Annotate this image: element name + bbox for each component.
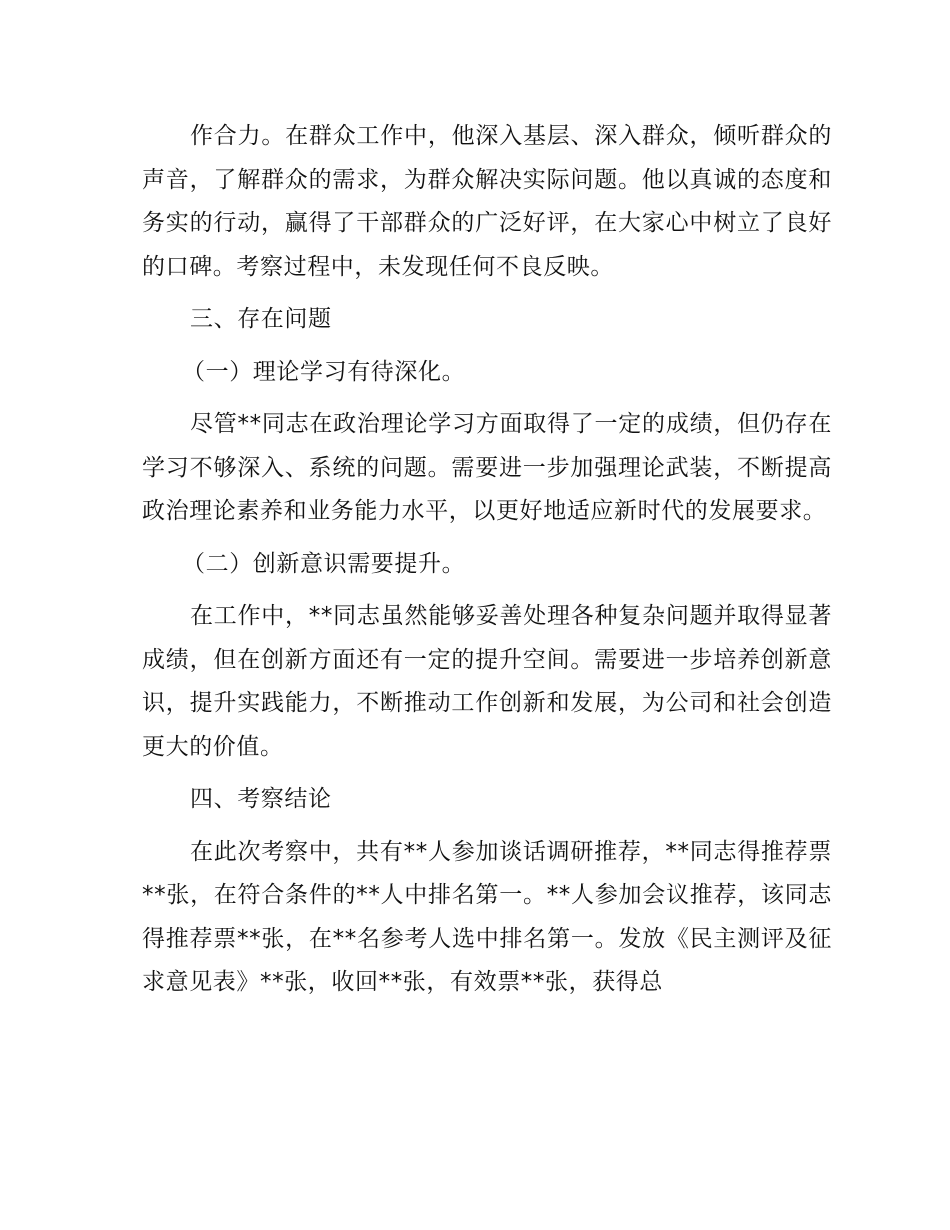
continued-paragraph: 作合力。在群众工作中，他深入基层、深入群众，倾听群众的声音，了解群众的需求，为群众解决实际问题。他以真诚的态度和务实的行动，赢得了干部群众的广泛好评，在大家心中树立了良好的口碑。考察过程中，未发现任何不良反映。 xyxy=(142,123,832,280)
section-3-paragraph-1: 尽管**同志在政治理论学习方面取得了一定的成绩，但仍存在学习不够深入、系统的问题。需要进一步加强理论武装，不断提高政治理论素养和业务能力水平，以更好地适应新时代的发展要求。 xyxy=(142,411,832,524)
document-body xyxy=(142,115,832,1005)
section-4-heading: 四、考察结论 xyxy=(190,786,332,812)
section-3-heading: 三、存在问题 xyxy=(190,306,332,332)
section-3-subheading-2: （二）创新意识需要提升。 xyxy=(182,550,466,577)
section-3-paragraph-2: 在工作中，**同志虽然能够妥善处理各种复杂问题并取得显著成绩，但在创新方面还有一定的提升空间。需要进一步培养创新意识，提升实践能力，不断推动工作创新和发展，为公司和社会创造更大的价值。 xyxy=(142,603,832,760)
section-4-paragraph: 在此次考察中，共有**人参加谈话调研推荐，**同志得推荐票**张，在符合条件的**人中排名第一。**人参加会议推荐，该同志得推荐票**张，在**名参考人选中排名第一。发放《民主测评及征求意见表》**张，收回**张，有效票**张，获得总 xyxy=(142,838,832,995)
section-3-subheading-1: （一）理论学习有待深化。 xyxy=(182,358,466,385)
